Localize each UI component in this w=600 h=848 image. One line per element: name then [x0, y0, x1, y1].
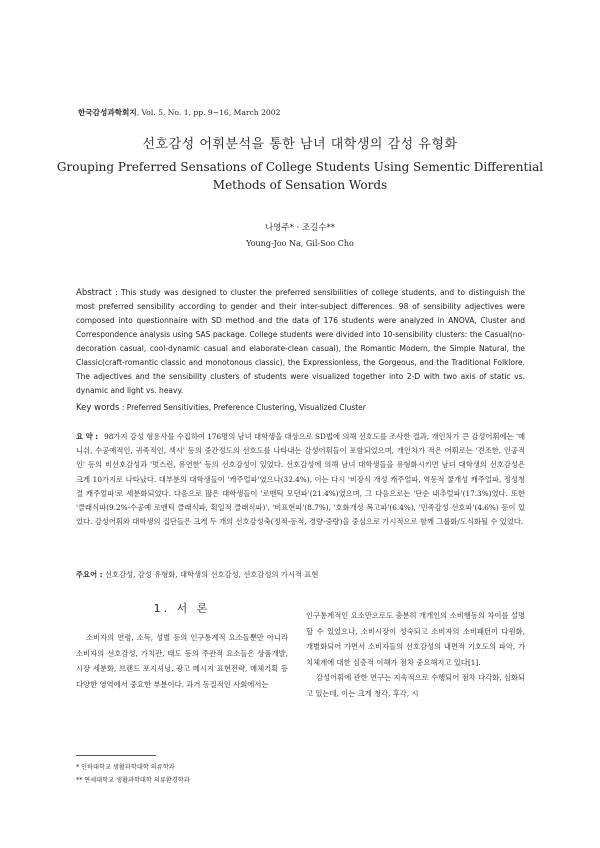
section-title-introduction: 1. 서 론: [153, 602, 211, 615]
footnote-2: ** 연세대학교 생활과학대학 의류환경학과: [76, 777, 190, 784]
body-right-paragraph-1: 인구통계적인 요소만으로도 충분히 개개인의 소비행동의 차이를 설명할 수 있었으나, 소비시장이 성숙되고 소비자의 소비패턴이 다원화, 개별화되어 가면서 소비자들의 선호감성의 내면적 기호도의 파악, 가치체계에 대한 심층적 이해가 점차 중요해지고 있다[1].: [306, 611, 525, 667]
korean-summary-label: 요 약 :: [76, 432, 99, 441]
korean-keywords-text: 선호감성, 감성 유형화, 대학생의 선호감성, 선호감성의 가시적 표현: [102, 570, 319, 579]
authors-english: Young-Joo Na, Gil-Soo Cho: [246, 239, 354, 248]
body-left-column: 소비자의 연령, 소득, 성별 등의 인구통계적 요소들뿐만 아니라 소비자의 선호감성, 가치관, 태도 등의 주관적 요소들은 상품개발, 시장 세분화, 브랜드 포지셔닝, 광고 메시지 표현전략, 매체기획 등 다양한 영역에서 중요한 부분이다. 과거 동질적인 사회에서는: [76, 633, 288, 689]
korean-summary-text: 98가지 감성 형용사를 수집하여 176명의 남녀 대학생을 대상으로 SD법에 의해 선호도를 조사한 결과, 개인차가 큰 감성어휘에는 '매니쉬, 수공예적인, 귀족적인, 섹시' 등의 중간정도의 선호도를 나타내는 감성어휘들이 포함되었으며, 개인차가 적은 어휘로는 '견조한, 인공적인' 등의 비선호감성과 '멋스런, 유연한' 등의 선호감성이 있었다. 선호감성에 의해 남녀 대학생들을 유형화시키면 남녀 대학생의 선호감성은 크게 10가지로 나타났다. 대부분의 대학생들이 '캐주얼파'였으나(32.4%), 이는 다시 '비장식 개성 캐주얼파, 역동적 쿨개성 캐주얼파, 정성청결 캐주얼파'로 세분화되었다. 다음으로 많은 대학생들이 '로맨틱 모던파'(21.4%)였으며, 그 다음으로는 '단순 내추럴파'(17.3%)였다. 또한 '클래식파(9.2%-수공예 로맨틱 클래식파, 획일적 클래식파)', '비표현파'(8.7%), '호화개성 복고파'(6.4%), '민족감성 선호파'(4.6%) 등이 있었다. 감성어휘와 대학생의 집단들은 크게 두 개의 선호감성축(정적-동적, 경량-중량)을 중심으로 가시적으로 함께 그룹화/도식화될 수 있었다.: [76, 432, 525, 527]
journal-citation: [78, 107, 280, 118]
keywords-text: : Preferred Sensitivities, Preference Clustering, Visualized Cluster: [119, 403, 366, 412]
keywords-label: Key words: [76, 403, 120, 413]
journal-info: , Vol. 5, No. 1, pp. 9~16, March 2002: [136, 108, 281, 117]
body-right-paragraph-2: 감성어휘에 관한 연구는 지속적으로 수행되어 점차 다각화, 심화되고 있는데, 이는 크게 청각, 후각, 시: [306, 673, 525, 698]
footnote-divider: [76, 755, 156, 756]
abstract-label: Abstract: [76, 288, 112, 298]
abstract-text: : This study was designed to cluster the preferred sensibilities of college students, and to distinguish the most preferred sensibility according to gender and their inter-subject differences. 98 of sensibility adjectives were composed into questionnaire with SD method and the data of 176 students were analyzed in ANOVA, Cluster and Correspondence analysis using SAS package. College students were divided into 10-sensibility clusters: the Casual(no-decoration casual, cool-dynamic casual and elaborate-clean casual), the Romantic Modern, the Simple Natural, the Classic(craft-romantic classic and monotonous classic), the Expressionless, the Gorgeous, and the Traditional Folklore. The adjectives and the sensibility clusters of students were visualized together into 2-D with two axis of static vs. dynamic and light vs. heavy.: [76, 288, 525, 395]
title-english: [0, 158, 600, 194]
title-korean: 선호감성 어휘분석을 통한 남녀 대학생의 감성 유형화: [142, 137, 458, 152]
footnote-1: * 인하대학교 생활과학대학 의류학과: [76, 764, 175, 771]
body-right-column: [306, 608, 525, 701]
title-english-line2: Methods of Sensation Words: [212, 178, 388, 192]
korean-summary: [76, 430, 525, 529]
journal-name: 한국감성과학회지: [78, 108, 137, 117]
korean-keywords-label: 주요어 :: [76, 570, 103, 579]
title-english-line1: Grouping Preferred Sensations of College Students Using Sementic Differential: [56, 160, 544, 174]
keywords: [76, 403, 525, 413]
korean-keywords: [76, 570, 525, 580]
authors-korean: 나영주* · 조길수**: [264, 223, 336, 233]
abstract: [76, 286, 525, 398]
